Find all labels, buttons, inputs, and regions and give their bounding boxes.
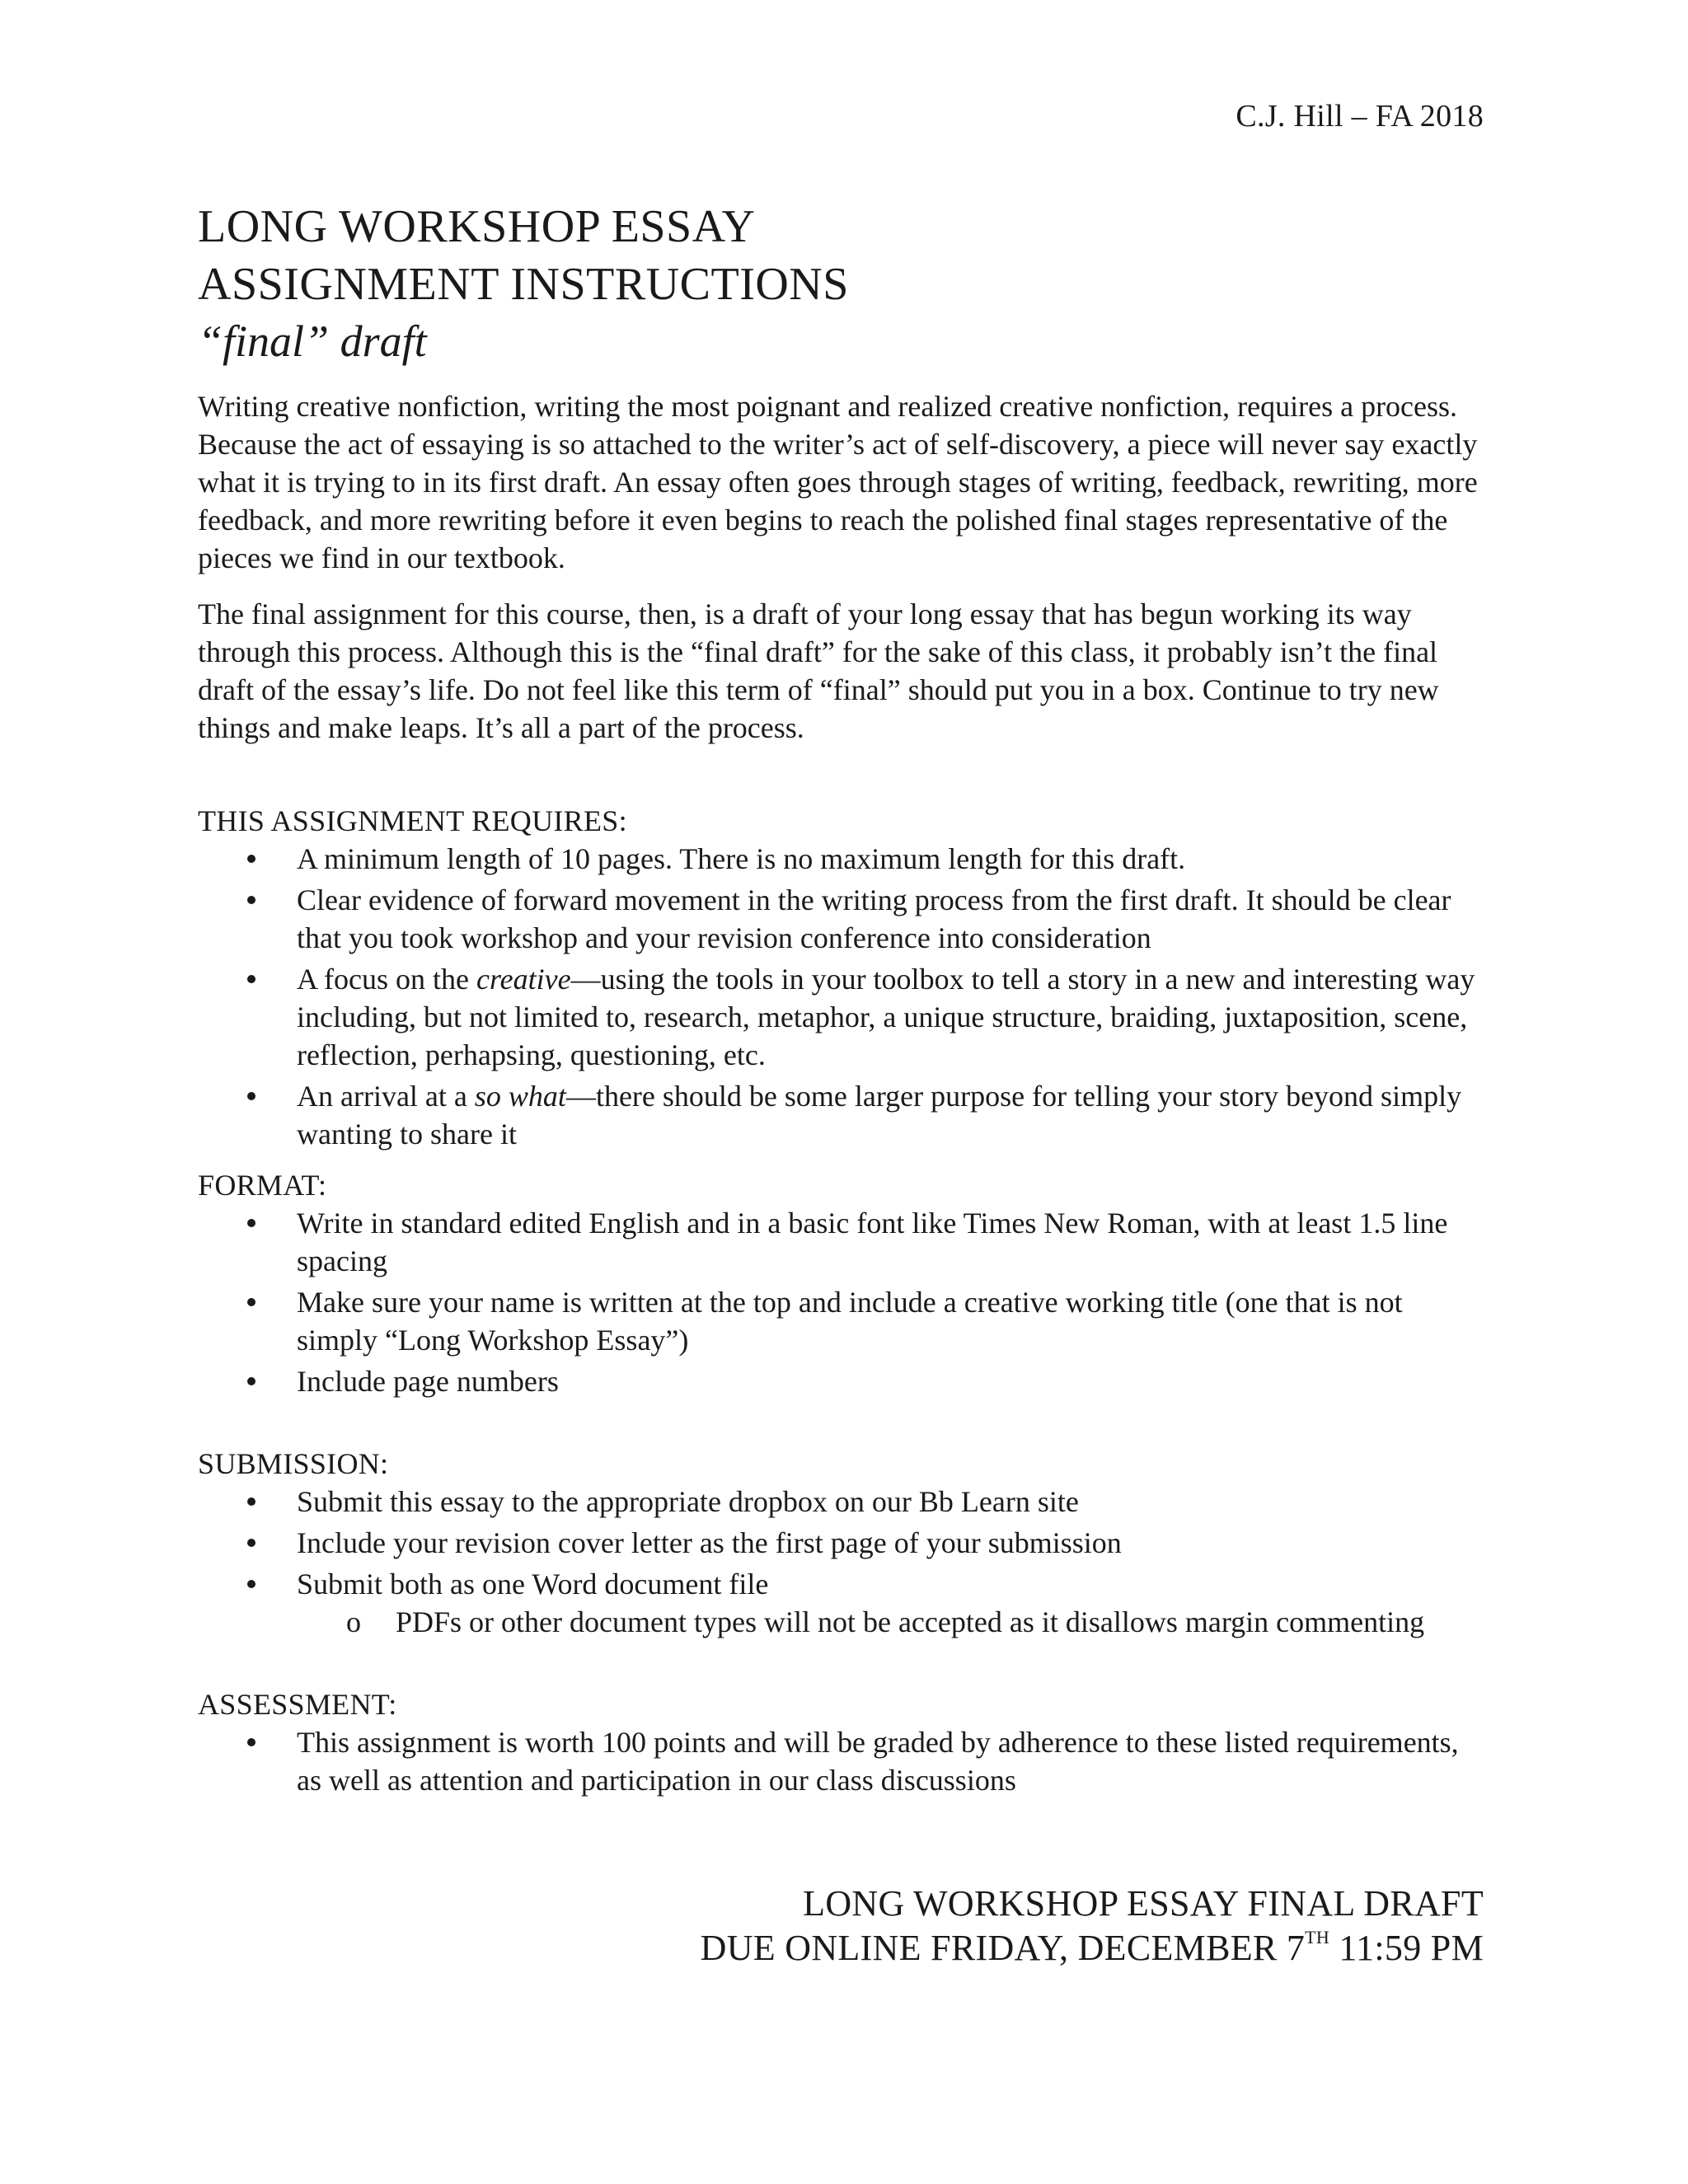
bullet-dot-icon (247, 1092, 256, 1100)
spacer (198, 1644, 1484, 1685)
submission-sub-list (297, 1603, 1484, 1641)
bullet-dot-icon (247, 1219, 256, 1227)
list-item-text: Clear evidence of forward movement in the writing process from the first draft. It should be clear that you took workshop and your revision conference into consideration (297, 883, 1451, 954)
list-item (198, 881, 1484, 957)
requires-heading: THIS ASSIGNMENT REQUIRES: (198, 804, 627, 837)
author-term-header: C.J. Hill – FA 2018 (1236, 99, 1484, 134)
hollow-bullet-icon: o (346, 1605, 361, 1638)
list-item-text-post: —using the tools in your toolbox to tell a story in a new and interesting way including, but not limited to, research, metaphor, a unique structure, braiding, juxtaposition, scene, reflection, perhapsing, questioning, etc. (297, 963, 1475, 1071)
list-item-text: Submit both as one Word document file (297, 1568, 769, 1601)
title-line-2: ASSIGNMENT INSTRUCTIONS (198, 259, 849, 310)
format-list (198, 1204, 1484, 1400)
list-item-text-pre: An arrival at a (297, 1080, 475, 1113)
bullet-dot-icon (247, 1580, 256, 1588)
list-item (198, 1483, 1484, 1521)
due-date-block (701, 1882, 1484, 1971)
list-item-text: A minimum length of 10 pages. There is no maximum length for this draft. (297, 842, 1186, 875)
requires-list (198, 840, 1484, 1153)
due-title: LONG WORKSHOP ESSAY FINAL DRAFT (803, 1883, 1484, 1924)
due-date-line (701, 1926, 1484, 1971)
list-item (198, 960, 1484, 1074)
due-time-text: 11:59 PM (1329, 1928, 1484, 1968)
bullet-dot-icon (247, 1298, 256, 1306)
bullet-dot-icon (247, 1377, 256, 1385)
intro-paragraph-2: The final assignment for this course, then, is a draft of your long essay that has begun working its way through this process. Although this is the “final draft” for the sake of this class, it probably isn’t the final draft of the essay’s life. Do not feel like this term of “final” should put you in a box. Continue to try new things and make leaps. It’s all a part of the process. (198, 598, 1439, 744)
requires-section (198, 802, 1484, 1153)
sub-list-item-text: PDFs or other document types will not be accepted as it disallows margin commenting (396, 1605, 1425, 1638)
sub-list-item (297, 1603, 1484, 1641)
spacer (198, 1404, 1484, 1445)
bullet-dot-icon (247, 896, 256, 904)
list-item-text: Submit this essay to the appropriate dropbox on our Bb Learn site (297, 1485, 1079, 1518)
format-section (198, 1166, 1484, 1400)
requirements-sections (198, 802, 1484, 1802)
bullet-dot-icon (247, 1738, 256, 1746)
document-page (198, 0, 1484, 2184)
assessment-heading: ASSESSMENT: (198, 1688, 397, 1721)
list-item (198, 1723, 1484, 1799)
list-item-emphasis: so what (474, 1080, 566, 1113)
list-item-text: Include page numbers (297, 1365, 559, 1398)
format-heading: FORMAT: (198, 1169, 327, 1202)
title-line-1: LONG WORKSHOP ESSAY (198, 201, 756, 252)
due-date-text: DUE ONLINE FRIDAY, DECEMBER 7 (700, 1928, 1306, 1968)
list-item-text: Include your revision cover letter as the first page of your submission (297, 1526, 1122, 1559)
list-item (198, 840, 1484, 878)
submission-heading: SUBMISSION: (198, 1447, 389, 1480)
list-item-text-pre: A focus on the (297, 963, 476, 996)
list-item (198, 1362, 1484, 1400)
due-date-ordinal: TH (1305, 1927, 1330, 1947)
submission-list (198, 1483, 1484, 1641)
intro-paragraph-1: Writing creative nonfiction, writing the most poignant and realized creative nonfiction, requires a process. Because the act of essaying is so attached to the writer’s act of self-discovery, a piece will never say exactly what it is trying to in its first draft. An essay often goes through stages of writing, feedback, rewriting, more feedback, and more rewriting before it even begins to reach the polished final stages representative of the pieces we find in our textbook. (198, 390, 1478, 574)
list-item-text: This assignment is worth 100 points and will be graded by adherence to these listed requirements, as well as attention and participation in our class discussions (297, 1726, 1459, 1797)
bullet-dot-icon (247, 855, 256, 863)
list-item (198, 1565, 1484, 1641)
submission-section (198, 1445, 1484, 1641)
list-item (198, 1077, 1484, 1153)
bullet-dot-icon (247, 1539, 256, 1547)
intro-section (198, 387, 1484, 765)
bullet-dot-icon (247, 1497, 256, 1506)
list-item-text: Make sure your name is written at the top and include a creative working title (one that is not simply “Long Workshop Essay”) (297, 1286, 1403, 1357)
list-item-text-post: —there should be some larger purpose for telling your story beyond simply wanting to share it (297, 1080, 1462, 1151)
list-item-text: Write in standard edited English and in a basic font like Times New Roman, with at least 1.5 line spacing (297, 1207, 1448, 1277)
list-item-emphasis: creative (476, 963, 571, 996)
assessment-section (198, 1685, 1484, 1799)
subtitle: “final” draft (198, 316, 427, 366)
list-item (198, 1204, 1484, 1280)
assessment-list (198, 1723, 1484, 1799)
list-item (198, 1283, 1484, 1359)
spacer (198, 1156, 1484, 1166)
title-block (198, 198, 1484, 369)
bullet-dot-icon (247, 975, 256, 983)
list-item (198, 1524, 1484, 1562)
